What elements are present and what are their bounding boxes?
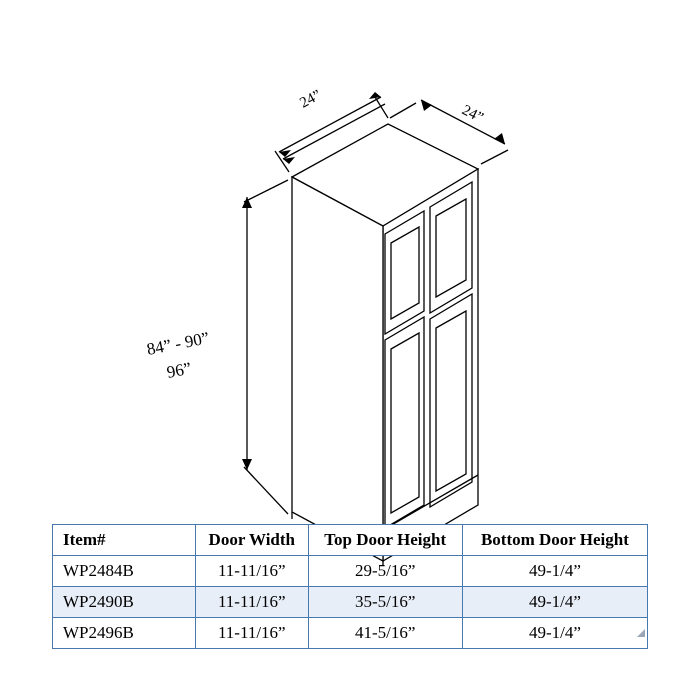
dimension-height xyxy=(242,180,288,514)
table-row xyxy=(53,587,648,618)
table-header-row xyxy=(53,525,648,556)
table-row xyxy=(53,556,648,587)
cell-top-door-height: 35-5/16” xyxy=(308,587,462,618)
cell-door-width: 11-11/16” xyxy=(196,556,309,587)
cell-door-width: 11-11/16” xyxy=(196,587,309,618)
specification-table xyxy=(52,524,648,649)
table-row xyxy=(53,618,648,649)
dim-text-height-range: 84” - 90” xyxy=(145,328,211,359)
column-header-door-width: Door Width xyxy=(196,525,309,556)
dim-text-top-left: 24” xyxy=(297,87,325,112)
cell-item: WP2496B xyxy=(53,618,196,649)
column-header-top-door-height: Top Door Height xyxy=(308,525,462,556)
resize-handle-icon xyxy=(637,629,645,637)
cell-bottom-door-height: 49-1/4” xyxy=(462,618,647,649)
dim-text-height-alt: 96” xyxy=(165,358,193,382)
cell-top-door-height: 41-5/16” xyxy=(308,618,462,649)
cell-bottom-door-height: 49-1/4” xyxy=(462,556,647,587)
column-header-bottom-door-height: Bottom Door Height xyxy=(462,525,647,556)
cell-item: WP2490B xyxy=(53,587,196,618)
cell-item: WP2484B xyxy=(53,556,196,587)
cell-top-door-height: 29-5/16” xyxy=(308,556,462,587)
cell-door-width: 11-11/16” xyxy=(196,618,309,649)
dim-text-top-right: 24” xyxy=(459,102,486,127)
column-header-item: Item# xyxy=(53,525,196,556)
cell-bottom-door-height: 49-1/4” xyxy=(462,587,647,618)
